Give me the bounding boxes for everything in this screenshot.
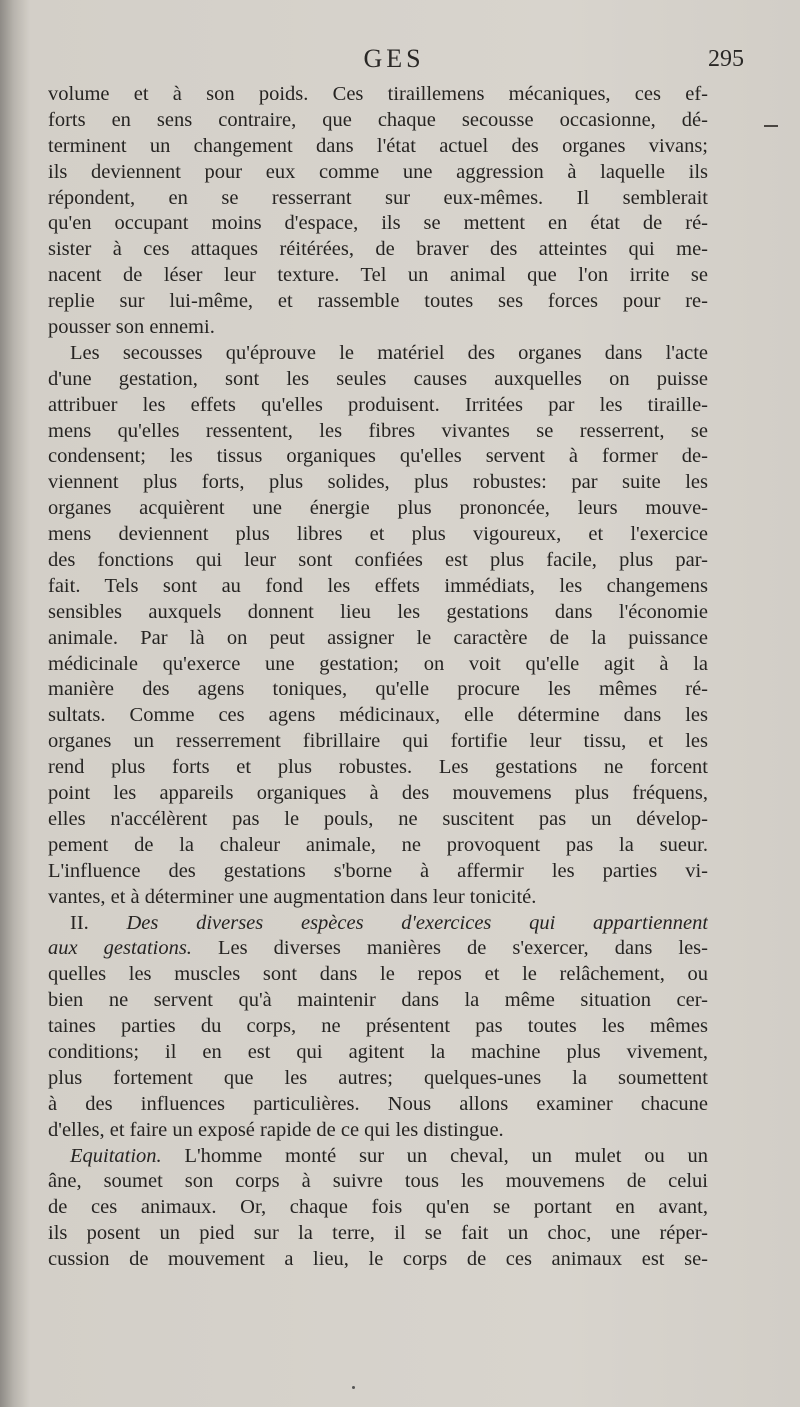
text-line: d'elles, et faire un exposé rapide de ce qui les distingue. (48, 1118, 504, 1141)
text-line: Les secousses qu'éprouve le matériel des organes dans l'acte (70, 341, 708, 364)
text-line: point les appareils organiques à des mouvemens plus fréquens, (48, 782, 708, 805)
text-line: rend plus forts et plus robustes. Les gestations ne forcent (48, 756, 708, 779)
section-ii-heading-line (48, 911, 708, 937)
running-head: GES (363, 44, 425, 73)
section-heading-continued: aux gestations. (48, 937, 192, 960)
text-line: sister à ces attaques réitérées, de braver des atteintes qui me- (48, 238, 708, 261)
text-line: des fonctions qui leur sont confiées est plus facile, plus par- (48, 549, 708, 572)
section-heading: Des diverses espèces d'exercices qui appartiennent (126, 911, 708, 934)
text-line: sensibles auxquels donnent lieu les gestations dans l'économie (48, 600, 708, 623)
page-number: 295 (708, 46, 744, 72)
section-ii-second-line (48, 936, 708, 962)
text-line: ils posent un pied sur la terre, il se fait un choc, une réper- (48, 1222, 708, 1245)
text-line: mens qu'elles ressentent, les fibres vivantes se resserrent, se (48, 419, 708, 442)
text-line: attribuer les effets qu'elles produisent. Irritées par les tiraille- (48, 393, 708, 416)
text-line: quelles les muscles sont dans le repos et le relâchement, ou (48, 963, 708, 986)
text-line: plus fortement que les autres; quelques-unes la soumettent (48, 1066, 708, 1089)
text-line: forts en sens contraire, que chaque secousse occasionne, dé- (48, 108, 708, 131)
section-text: Les diverses manières de s'exercer, dans les- (218, 937, 708, 960)
text-line: ils deviennent pour eux comme une aggression à laquelle ils (48, 160, 708, 183)
section-numeral: II. (70, 911, 89, 934)
text-line: mens deviennent plus libres et plus vigoureux, et l'exercice (48, 523, 708, 546)
text-line: de ces animaux. Or, chaque fois qu'en se portant en avant, (48, 1196, 708, 1219)
ink-speck (352, 1386, 355, 1389)
text-line: pousser son ennemi. (48, 316, 215, 339)
equitation-heading: Equitation. (70, 1144, 162, 1167)
text-line: fait. Tels sont au fond les effets immédiats, les changemens (48, 574, 708, 597)
body-text (48, 82, 708, 1273)
text-line: condensent; les tissus organiques qu'elles servent à former de- (48, 445, 708, 468)
text-line: conditions; il en est qui agitent la machine plus vivement, (48, 1040, 708, 1063)
text-line: sultats. Comme ces agens médicinaux, elle détermine dans les (48, 704, 708, 727)
equitation-text: L'homme monté sur un cheval, un mulet ou un (184, 1144, 708, 1167)
text-line: organes acquièrent une énergie plus prononcée, leurs mouve- (48, 497, 708, 520)
text-line: animale. Par là on peut assigner le caractère de la puissance (48, 626, 708, 649)
text-line: viennent plus forts, plus solides, plus robustes: par suite les (48, 471, 708, 494)
text-line: L'influence des gestations s'borne à affermir les parties vi- (48, 859, 708, 882)
margin-mark (764, 125, 778, 127)
page-header (48, 44, 744, 84)
text-line: volume et à son poids. Ces tiraillemens mécaniques, ces ef- (48, 83, 708, 105)
text-line: bien ne servent qu'à maintenir dans la même situation cer- (48, 989, 708, 1012)
text-line: vantes, et à déterminer une augmentation dans leur tonicité. (48, 885, 537, 908)
text-line: replie sur lui-même, et rassemble toutes ses forces pour re- (48, 290, 708, 313)
text-line: manière des agens toniques, qu'elle procure les mêmes ré- (48, 678, 708, 701)
text-line: répondent, en se resserrant sur eux-mêmes. Il semblerait (48, 186, 708, 209)
text-line: taines parties du corps, ne présentent pas toutes les mêmes (48, 1015, 708, 1038)
equitation-line (48, 1144, 708, 1170)
text-line: qu'en occupant moins d'espace, ils se mettent en état de ré- (48, 212, 708, 235)
text-line: âne, soumet son corps à suivre tous les mouvemens de celui (48, 1170, 708, 1193)
text-line: d'une gestation, sont les seules causes auxquelles on puisse (48, 367, 708, 390)
text-line: elles n'accélèrent pas le pouls, ne suscitent pas un dévelop- (48, 807, 708, 830)
text-line: médicinale qu'exerce une gestation; on voit qu'elle agit à la (48, 652, 708, 675)
text-line: pement de la chaleur animale, ne provoquent pas la sueur. (48, 833, 708, 856)
text-line: terminent un changement dans l'état actuel des organes vivans; (48, 134, 708, 157)
text-line: cussion de mouvement a lieu, le corps de ces animaux est se- (48, 1248, 708, 1271)
text-line: organes un resserrement fibrillaire qui fortifie leur tissu, et les (48, 730, 708, 753)
text-line: à des influences particulières. Nous allons examiner chacune (48, 1092, 708, 1115)
text-line: nacent de léser leur texture. Tel un animal que l'on irrite se (48, 264, 708, 287)
